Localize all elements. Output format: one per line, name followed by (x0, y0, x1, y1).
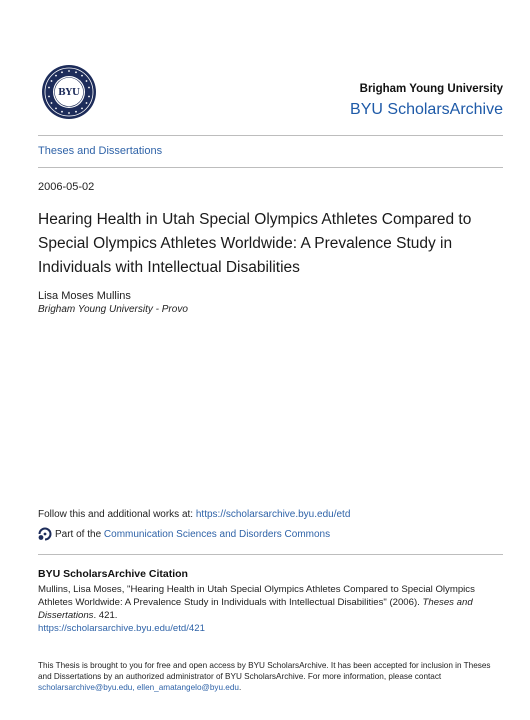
citation-divider (38, 554, 503, 555)
publication-date: 2006-05-02 (38, 181, 95, 193)
document-title: Hearing Health in Utah Special Olympics Athletes Compared to Special Olympics Athletes Worldwide: A Prevalence Study in Individuals with Intellectual Disabilities (38, 211, 472, 276)
series-divider (38, 167, 503, 168)
follow-text: Follow this and additional works at: (38, 509, 196, 520)
institution-name: Brigham Young University (359, 83, 503, 95)
commons-link[interactable]: Communication Sciences and Disorders Commons (103, 528, 331, 540)
author-affiliation: Brigham Young University - Provo (38, 304, 188, 315)
follow-line (38, 509, 350, 520)
series-link[interactable]: Theses and Dissertations (38, 145, 163, 157)
citation-url-link[interactable]: https://scholarsarchive.byu.edu/etd/421 (38, 623, 205, 634)
contact-email-links[interactable]: scholarsarchive@byu.edu, ellen_amatangelo@byu.edu (38, 683, 239, 692)
header-divider (38, 135, 503, 136)
byu-seal-icon (41, 64, 97, 120)
citation-text: Mullins, Lisa Moses, "Hearing Health in Utah Special Olympics Athletes Compared to Special Olympics Athletes Worldwide: A Prevalence Study in Individuals with Intellectual Disabilities" (2006). (38, 584, 475, 608)
access-notice-text: This Thesis is brought to you for free and open access by BYU ScholarsArchive. It has been accepted for inclusion in Theses and Dissertations by an authorized administrator of BYU ScholarsArchive. For more information, please contact (38, 661, 491, 681)
network-icon (38, 527, 52, 541)
access-notice (38, 660, 498, 693)
archive-name-link[interactable]: BYU ScholarsArchive (350, 101, 503, 118)
access-notice-end: . (238, 683, 242, 692)
seal-text: BYU (58, 88, 80, 98)
part-of-line (38, 527, 330, 541)
part-of-prefix: Part of the (55, 528, 102, 540)
citation-body (38, 583, 493, 635)
citation-journal: Theses and Dissertations (38, 597, 473, 621)
citation-heading: BYU ScholarsArchive Citation (38, 568, 188, 580)
citation-number: . 421. (93, 610, 118, 621)
follow-link[interactable]: https://scholarsarchive.byu.edu/etd (195, 509, 351, 520)
author-name: Lisa Moses Mullins (38, 290, 131, 302)
